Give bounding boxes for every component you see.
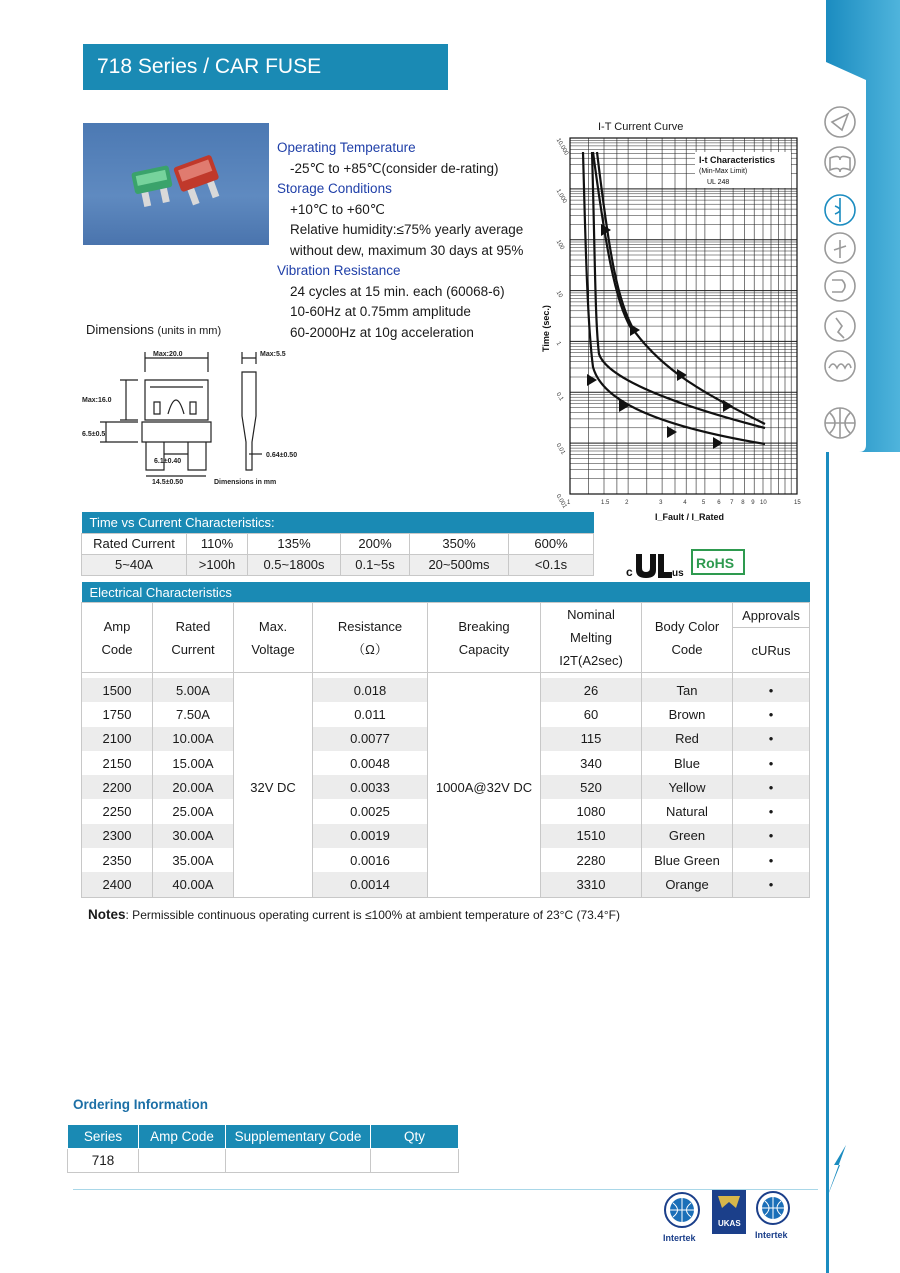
sidebar-icons [820, 100, 864, 450]
page-title: 718 Series / CAR FUSE [83, 44, 448, 90]
legend-line-3: UL 248 [707, 179, 730, 186]
intertek-right-text: Intertek [755, 1230, 788, 1240]
intertek-logo-right [755, 1192, 789, 1240]
header-text: Capacity [458, 641, 510, 657]
y-tick-label: 10,000 [554, 137, 570, 157]
product-photo [83, 123, 269, 245]
tvc-cell: 0.5~1800s [248, 554, 341, 575]
header-text: Code [101, 641, 133, 657]
amp-code-cell: 1750 [82, 702, 153, 726]
x-tick-label: 1 [567, 500, 571, 506]
y-tick-label: 10 [554, 290, 564, 299]
body-color-cell: Brown [642, 702, 733, 726]
header-curus: cURus [733, 628, 810, 673]
melting-i2t-cell: 3310 [541, 872, 642, 897]
body-color-cell: Green [642, 824, 733, 848]
header-text: Nominal [567, 607, 615, 622]
x-tick-labels [567, 500, 801, 506]
dimension-drawing [80, 342, 320, 492]
y-tick-label: 0.001 [554, 493, 568, 510]
amp-code-cell: 2150 [82, 751, 153, 775]
header-text: Max. [258, 618, 288, 634]
ordering-table [67, 1124, 459, 1173]
x-tick-label: 5 [701, 500, 706, 506]
approval-cell: • [733, 702, 810, 726]
y-tick-label: 1 [554, 340, 562, 347]
rated-current-cell: 5.00A [153, 678, 234, 702]
storage-value-2: Relative humidity:≤75% yearly average [290, 222, 524, 237]
header-max-voltage [234, 603, 313, 673]
approval-cell: • [733, 751, 810, 775]
header-text: Amp [103, 618, 131, 634]
vibration-value-3: 60-2000Hz at 10g acceleration [290, 324, 474, 340]
specifications [277, 138, 547, 343]
x-tick-label: 4 [683, 500, 687, 506]
amp-code-cell: 2250 [82, 799, 153, 823]
arrow-marker [630, 324, 640, 336]
tvc-header: 135% [248, 533, 341, 554]
y-tick-label: 0.01 [554, 442, 566, 456]
body-color-cell: Tan [642, 678, 733, 702]
resistance-cell: 0.0025 [313, 799, 428, 823]
x-tick-label: 2 [625, 500, 629, 506]
x-tick-label: 7 [730, 500, 734, 506]
ukas-text: UKAS [718, 1219, 741, 1228]
ukas-logo [712, 1190, 746, 1234]
x-tick-label: 8 [741, 500, 745, 506]
header-breaking-capacity [428, 603, 541, 673]
curve-title: I-T Current Curve [598, 121, 684, 133]
storage-heading: Storage Conditions [277, 181, 392, 196]
melting-i2t-cell: 520 [541, 775, 642, 799]
resistance-cell: 0.018 [313, 678, 428, 702]
approval-cell: • [733, 799, 810, 823]
legend-line-1: I-t Characteristics [699, 155, 776, 165]
header-text: Voltage [251, 641, 295, 657]
rated-current-cell: 10.00A [153, 727, 234, 751]
approval-cell: • [733, 872, 810, 897]
tvc-cell: 0.1~5s [341, 554, 410, 575]
ordering-cell: 718 [68, 1149, 139, 1173]
dim-thickness: Max:5.5 [260, 351, 286, 358]
curve-min-slow [597, 152, 765, 424]
tvc-cell: 20~500ms [410, 554, 509, 575]
melting-i2t-cell: 2280 [541, 848, 642, 872]
storage-value-1: +10℃ to +60℃ [290, 201, 385, 217]
notes-text: : Permissible continuous operating current is ≤100% at ambient temperature of 23°C (73.4°F) [125, 908, 620, 922]
amp-code-cell: 2200 [82, 775, 153, 799]
y-tick-label: 1,000 [554, 188, 568, 205]
melting-i2t-cell: 60 [541, 702, 642, 726]
melting-i2t-cell: 26 [541, 678, 642, 702]
tvc-header: 200% [341, 533, 410, 554]
max-voltage-cell: 32V DC [234, 678, 313, 897]
header-text: Melting [570, 630, 612, 645]
resistance-cell: 0.0048 [313, 751, 428, 775]
x-tick-label: 9 [751, 500, 755, 506]
body-color-cell: Blue [642, 751, 733, 775]
dimensions-title: Dimensions [86, 322, 154, 337]
resistance-cell: 0.011 [313, 702, 428, 726]
amp-code-cell: 2400 [82, 872, 153, 897]
rated-current-cell: 7.50A [153, 702, 234, 726]
legend-line-2: (Min-Max Limit) [699, 168, 748, 175]
breaking-capacity-cell: 1000A@32V DC [428, 678, 541, 897]
rohs-text: RoHS [696, 555, 735, 571]
body-color-cell: Natural [642, 799, 733, 823]
ordering-cell [139, 1149, 226, 1173]
table-row [82, 678, 810, 702]
header-text: Rated [175, 618, 211, 634]
electrical-rows [82, 678, 810, 897]
dimensions-units: (units in mm) [157, 325, 222, 337]
rated-current-cell: 20.00A [153, 775, 234, 799]
y-tick-labels [555, 138, 570, 511]
dimensions-label [86, 322, 221, 337]
header-text: Resistance [337, 618, 403, 634]
dim-note: Dimensions in mm [214, 479, 277, 486]
amp-code-cell: 2100 [82, 727, 153, 751]
ordering-header: Amp Code [139, 1125, 226, 1149]
dim-blade-gap: 6.1±0.40 [154, 458, 182, 465]
tvc-cell: 5~40A [82, 554, 187, 575]
melting-i2t-cell: 340 [541, 751, 642, 775]
header-text: Current [171, 641, 215, 657]
op-temp-value: -25℃ to +85℃(consider de-rating) [290, 160, 499, 176]
dim-total: 14.5±0.50 [152, 479, 184, 486]
arrow-marker [713, 437, 723, 449]
rated-current-cell: 40.00A [153, 872, 234, 897]
rated-current-cell: 25.00A [153, 799, 234, 823]
body-color-cell: Yellow [642, 775, 733, 799]
rated-current-cell: 35.00A [153, 848, 234, 872]
ul-c-text: c [626, 565, 633, 579]
tvc-cell: >100h [187, 554, 248, 575]
electrical-title: Electrical Characteristics [82, 582, 810, 603]
amp-code-cell: 2300 [82, 824, 153, 848]
header-amp-code [82, 603, 153, 673]
body-color-cell: Orange [642, 872, 733, 897]
arrow-icon [825, 107, 855, 137]
amp-code-cell: 2350 [82, 848, 153, 872]
rated-current-cell: 30.00A [153, 824, 234, 848]
ordering-header: Series [68, 1125, 139, 1149]
header-body-color [642, 603, 733, 673]
it-curve-chart [535, 132, 805, 528]
op-temp-heading: Operating Temperature [277, 140, 416, 155]
resistance-cell: 0.0016 [313, 848, 428, 872]
y-tick-label: 0.1 [554, 391, 565, 403]
ul-us-text: us [672, 568, 684, 579]
x-tick-label: 6 [717, 500, 721, 506]
tvc-header: 350% [410, 533, 509, 554]
spark-icon [825, 311, 855, 341]
resistance-cell: 0.0033 [313, 775, 428, 799]
melting-i2t-cell: 1080 [541, 799, 642, 823]
certification-logos [660, 1186, 800, 1246]
header-rated-current [153, 603, 234, 673]
time-current-title: Time vs Current Characteristics: [89, 514, 275, 530]
vibration-value-2: 10-60Hz at 0.75mm amplitude [290, 304, 471, 319]
body-color-cell: Blue Green [642, 848, 733, 872]
ordering-cell [226, 1149, 371, 1173]
ordering-header: Qty [371, 1125, 459, 1149]
intertek-logo-left [663, 1193, 699, 1243]
resistance-cell: 0.0019 [313, 824, 428, 848]
x-tick-label: 10 [760, 500, 767, 506]
approval-cell: • [733, 775, 810, 799]
ul-logo-icon [636, 554, 672, 578]
x-tick-label: 3 [659, 500, 663, 506]
rated-current-cell: 15.00A [153, 751, 234, 775]
x-tick-label: 15 [794, 500, 801, 506]
approval-cell: • [733, 727, 810, 751]
certification-marks [626, 548, 746, 580]
header-text: Breaking [458, 618, 510, 634]
notes-label: Notes [88, 907, 126, 922]
ordering-cell [371, 1149, 459, 1173]
ordering-header: Supplementary Code [226, 1125, 371, 1149]
intertek-left-text: Intertek [663, 1233, 696, 1243]
electrical-table [81, 582, 810, 898]
amp-code-cell: 1500 [82, 678, 153, 702]
vibration-heading: Vibration Resistance [277, 263, 401, 278]
vibration-value-1: 24 cycles at 15 min. each (60068-6) [290, 283, 505, 299]
y-axis-label: Time (sec.) [541, 305, 551, 352]
tvc-header: 600% [509, 533, 594, 554]
storage-value-3: without dew, maximum 30 days at 95% [290, 242, 524, 258]
header-text: I2T(A2sec) [559, 653, 623, 668]
body-color-cell: Red [642, 727, 733, 751]
approval-cell: • [733, 848, 810, 872]
dim-blade-thickness: 0.64±0.50 [266, 452, 298, 459]
header-resistance [313, 603, 428, 673]
dim-width: Max:20.0 [153, 351, 183, 358]
y-tick-label: 100 [554, 239, 565, 251]
dim-height: Max:16.0 [82, 397, 112, 404]
approval-cell: • [733, 824, 810, 848]
melting-i2t-cell: 1510 [541, 824, 642, 848]
approval-cell: • [733, 678, 810, 702]
header-text: Code [671, 641, 703, 657]
melting-i2t-cell: 115 [541, 727, 642, 751]
notes [88, 907, 620, 922]
x-tick-label: 1.5 [601, 500, 610, 506]
dim-blade-length: 6.5±0.5 [82, 431, 106, 438]
ordering-title: Ordering Information [73, 1097, 208, 1112]
header-nominal-melting [541, 603, 642, 673]
plug-icon [825, 271, 855, 301]
header-approvals: Approvals [733, 603, 810, 628]
tvc-header: Rated Current [82, 533, 187, 554]
header-text: （Ω） [352, 641, 388, 657]
tvc-header: 110% [187, 533, 248, 554]
tvc-cell: <0.1s [509, 554, 594, 575]
x-axis-label: I_Fault / I_Rated [655, 512, 725, 522]
header-text: Body Color [654, 618, 720, 634]
arrow-marker [723, 400, 733, 412]
resistance-cell: 0.0014 [313, 872, 428, 897]
time-current-table [81, 512, 594, 576]
resistance-cell: 0.0077 [313, 727, 428, 751]
